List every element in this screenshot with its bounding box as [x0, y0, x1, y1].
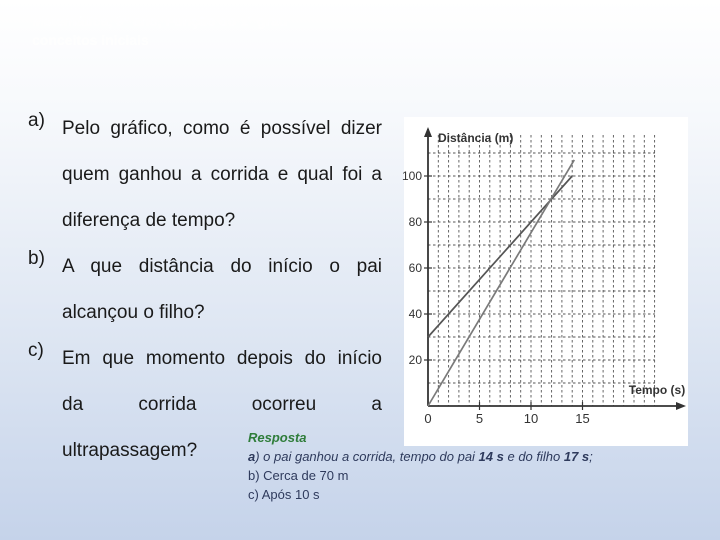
answer-box	[248, 428, 688, 504]
slide-title-line-2: conceitos iniciais	[32, 32, 149, 48]
chart-canvas	[401, 117, 688, 446]
x-tick-label: 15	[575, 411, 590, 426]
chart-grid	[428, 135, 655, 406]
question-c-letter: c)	[28, 340, 44, 361]
y-tick-label: 40	[408, 307, 422, 321]
y-axis-arrow	[424, 127, 432, 137]
answer-a-text-3: ;	[589, 449, 593, 464]
y-tick-label: 100	[401, 169, 422, 183]
question-b-line-2: alcançou o filho?	[62, 302, 205, 323]
question-a-letter: a)	[28, 110, 45, 131]
slide-title	[32, 12, 372, 50]
y-tick-label: 60	[408, 261, 422, 275]
chart-series	[428, 160, 574, 406]
x-axis-title: Tempo (s)	[628, 383, 686, 397]
answer-a-text-2: e do filho	[503, 449, 564, 464]
answer-c: c) Após 10 s	[248, 487, 320, 502]
question-b-letter: b)	[28, 248, 45, 269]
answer-a-text-1: ) o pai ganhou a corrida, tempo do pai	[255, 449, 479, 464]
x-tick-label: 5	[475, 411, 484, 426]
distance-time-chart	[401, 117, 688, 446]
answer-heading: Resposta	[248, 430, 307, 445]
answer-b: b) Cerca de 70 m	[248, 468, 349, 483]
answer-a-father-time: 14 s	[478, 449, 504, 464]
question-a-line-3: diferença de tempo?	[62, 210, 236, 231]
y-tick-label: 80	[408, 215, 422, 229]
question-a-line-1: Pelo gráfico, como é possível dizer	[62, 118, 382, 139]
question-b-line-1: A que distância do início o pai	[62, 256, 382, 277]
chart-axes	[424, 127, 686, 410]
question-c-line-2: da corrida ocorreu a	[62, 394, 382, 415]
answer-a-son-time: 17 s	[563, 449, 590, 464]
question-a	[28, 110, 382, 248]
y-axis-title: Distância (m)	[438, 131, 514, 145]
series-line-2	[428, 160, 574, 406]
x-tick-label: 0	[424, 411, 432, 426]
x-tick-label: 10	[523, 411, 539, 426]
chart-labels	[402, 131, 685, 426]
question-b	[28, 248, 382, 340]
slide-title-line-1: Matemática, 9º ano, Função do 1º grau	[32, 13, 288, 29]
x-axis-arrow	[676, 402, 686, 410]
question-c-line-3: ultrapassagem?	[62, 440, 198, 461]
question-list	[28, 110, 382, 478]
y-tick-label: 20	[408, 353, 422, 367]
question-c-line-1: Em que momento depois do início	[62, 348, 382, 369]
answer-a	[248, 447, 688, 466]
question-a-line-2: quem ganhou a corrida e qual foi a	[62, 164, 382, 185]
answer-a-letter: a	[248, 449, 256, 464]
